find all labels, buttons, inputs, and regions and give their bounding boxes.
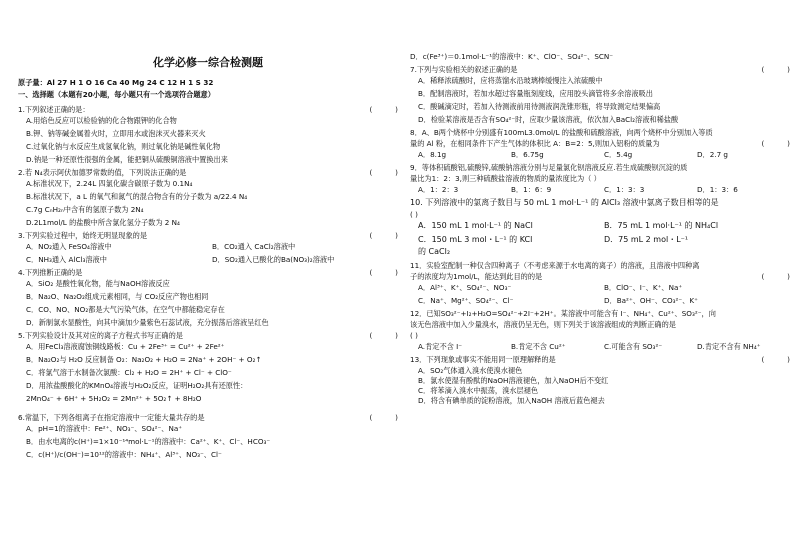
option: C.过氧化钠与水反应生成氢氧化钠，则过氧化钠是碱性氧化物 <box>26 141 221 151</box>
option: A.标准状况下，2.24L 四氯化碳含碳原子数为 0.1N₄ <box>26 178 193 188</box>
question-12 <box>410 309 790 318</box>
option: D．75 mL 2 mol・L⁻¹ <box>604 235 689 244</box>
option: D．SO₂通入已酸化的Ba(NO₃)₂溶液中 <box>212 254 335 264</box>
option: A．SO₂气体通入溴水使溴水褪色 <box>418 366 523 375</box>
option: B．6.75g <box>511 150 544 159</box>
answer-blank: ( ) <box>761 65 790 74</box>
option: D．用浓盐酸酸化的KMnO₄溶液与H₂O₂反应，证明H₂O₂具有还原性： <box>26 380 248 390</box>
option: B.标准状况下，a L 的氧气和氮气的混合物含有的分子数为 a/22.4 N₄ <box>26 191 248 201</box>
option: B．配制溶液时，若加水超过容量瓶刻度线，应用胶头滴管将多余溶液吸出 <box>418 89 653 98</box>
option: D.肯定不含有 NH₄⁺ <box>697 342 761 351</box>
option: A．NO₂通入 FeSO₄溶液中 <box>26 241 112 251</box>
question-2 <box>18 168 398 177</box>
option: B．CO₂通入 CaCl₂溶液中 <box>212 241 296 251</box>
option: A．用FeCl₃溶液腐蚀铜线路板：Cu + 2Fe³⁺ = Cu²⁺ + 2Fe²⁺ <box>26 341 225 351</box>
atomic-masses: 原子量：Al 27 H 1 O 16 Ca 40 Mg 24 C 12 H 1 S 32 <box>18 77 214 87</box>
option: B．Na₂O₂与 H₂O 反应制备 O₂：Na₂O₂ + H₂O = 2Na⁺ + 2OH⁻ + O₂↑ <box>26 354 262 364</box>
option: B．氯水使湿有酚酞的NaOH溶液褪色，加入NaOH后不变红 <box>418 376 609 385</box>
option-row <box>410 296 790 305</box>
option: A．稀释浓硫酸时，应将蒸馏水沿玻璃棒缓慢注入浓硫酸中 <box>418 76 603 85</box>
option: B．75 mL 1 mol·L⁻¹ 的 NH₄Cl <box>604 221 719 230</box>
question-stem: 4.下列推断正确的是 <box>18 267 83 277</box>
option: C．1：3：3 <box>604 185 645 194</box>
question-stem: 5.下列实验设计及其对应的离子方程式书写正确的是 <box>18 330 183 340</box>
option: C．CO、NO、NO₂都是大气污染气体，在空气中都能稳定存在 <box>26 304 225 314</box>
question-stem: 2.若 N₄表示阿伏加德罗常数的值，下列说法正确的是 <box>18 167 187 177</box>
question-8 <box>410 128 790 137</box>
option: C．Na⁺、Mg²⁺、SO₄²⁻、Cl⁻ <box>418 296 514 305</box>
question-13 <box>410 355 790 364</box>
question-11-cont <box>410 272 790 281</box>
question-stem: 10. 下列溶液中的氯离子数目与 50 mL 1 mol·L⁻¹ 的 AlCl₃ 溶液中氯离子数目相等的是 <box>410 198 719 207</box>
option: D．新制氯水显酸性，向其中滴加少量紫色石蕊试液，充分振荡后溶液呈红色 <box>26 317 269 327</box>
option-row <box>410 235 790 245</box>
option: C．将苯滴入溴水中振荡，溴水层褪色 <box>418 386 539 395</box>
option: A．pH=1的溶液中：Fe²⁺、NO₃⁻、SO₄²⁻、Na⁺ <box>26 423 183 433</box>
option: C.可能含有 SO₃²⁻ <box>604 342 663 351</box>
question-stem: 9．等体积硫酸铝,硫酸锌,硫酸钠溶液分别与足量氯化钡溶液反应.若生成硫酸钡沉淀的质 <box>410 163 688 172</box>
option: B．ClO⁻、I⁻、K⁺、Na⁺ <box>604 283 683 292</box>
answer-blank: ( ) <box>369 104 398 114</box>
question-6 <box>18 413 398 422</box>
answer-blank: ( ) <box>410 210 418 219</box>
question-9 <box>410 163 790 172</box>
option: C．NH₃通入 AlCl₃溶液中 <box>26 254 107 264</box>
option: C．将氯气溶于水制备次氯酸：Cl₂ + H₂O = 2H⁺ + Cl⁻ + ClO⁻ <box>26 367 232 377</box>
option: C．5.4g <box>604 150 633 159</box>
question-12-blank <box>410 331 790 340</box>
question-stem: 13．下列现象或事实不能用同一原理解释的是 <box>410 355 556 364</box>
answer-blank: ( ) <box>369 330 398 340</box>
option: C.7g CₙH₂ₙ中含有的氢原子数为 2N₄ <box>26 204 144 214</box>
question-stem: 8．A、B两个烧杯中分别盛有100mL3.0mol/L 的盐酸和硫酸溶液，向两个烧杯中分别加入等质 <box>410 128 713 137</box>
option-row <box>410 283 790 292</box>
question-stem: 7.下列与实验相关的叙述正确的是 <box>410 65 518 74</box>
answer-blank: ( ) <box>410 331 418 340</box>
option: A．1：2：3 <box>418 185 459 194</box>
question-5 <box>18 331 398 340</box>
option: D.2L1mol/L 的盐酸中所含氯化氢分子数为 2 N₄ <box>26 217 180 227</box>
question-12-cont <box>410 320 790 329</box>
option: A.肯定不含 I⁻ <box>418 342 463 351</box>
option: B.钾、钠等碱金属着火时，立即用水或泡沫灭火器来灭火 <box>26 128 206 138</box>
question-4 <box>18 268 398 277</box>
option: A．Al³⁺、K⁺、SO₄²⁻、NO₃⁻ <box>418 283 512 292</box>
question-10-blank <box>410 210 790 219</box>
option: B．1：6：9 <box>511 185 552 194</box>
section-heading: 一、选择题（本题有20小题，每小题只有一个选项符合题意） <box>18 89 215 99</box>
option: C．酸碱滴定时，若加入待测液前用待测液润洗锥形瓶，将导致测定结果偏高 <box>418 102 661 111</box>
page-title: 化学必修一综合检测题 <box>153 56 263 69</box>
question-stem: 3.下列实验过程中，始终无明显现象的是 <box>18 230 148 240</box>
option-row <box>18 255 398 264</box>
option: A.用焰色反应可以检验钠的化合物跟钾的化合物 <box>26 115 177 125</box>
option-row <box>410 221 790 231</box>
question-stem: 11．实验室配制一种仅含四种离子（不考虑来源于水电离的离子）的溶液，且溶液中四种离 <box>410 261 700 270</box>
option-row <box>410 150 790 159</box>
answer-blank: ( ) <box>369 267 398 277</box>
option: D．2.7 g <box>697 150 728 159</box>
option: A．SiO₂ 是酸性氧化物，能与NaOH溶液反应 <box>26 278 170 288</box>
question-7 <box>410 65 790 74</box>
option: D．检验某溶液是否含有SO₄²⁻时，应取少量该溶液，依次加入BaCl₂溶液和稀盐酸 <box>418 115 679 124</box>
option-row <box>410 185 790 194</box>
question-stem: 该无色溶液中加入少量溴水，溶液仍呈无色，则下列关于该溶液组成的判断正确的是 <box>410 320 676 329</box>
answer-blank: ( ) <box>761 355 790 364</box>
question-stem: 量的 Al 粉，在相同条件下产生气体的体积比 A：B=2：5,则加入铝粉的质量为 <box>410 139 660 148</box>
option-row <box>18 242 398 251</box>
answer-blank: ( ) <box>369 167 398 177</box>
left-column <box>18 0 398 463</box>
option: C．c(H⁺)/c(OH⁻)=10¹²的溶液中：NH₄⁺、Al³⁺、NO₃⁻、Cl⁻ <box>26 449 222 459</box>
option: D．1：3：6 <box>697 185 738 194</box>
option: D．Ba²⁺、OH⁻、CO₃²⁻、K⁺ <box>604 296 698 305</box>
question-stem: 1.下列叙述正确的是： <box>18 104 90 114</box>
question-stem: 子的浓度均为1mol/L，能达到此目的的是 <box>410 272 543 281</box>
question-10 <box>410 198 790 208</box>
question-1 <box>18 105 398 114</box>
answer-blank: ( ) <box>761 139 790 148</box>
answer-blank: ( ) <box>761 272 790 281</box>
question-3 <box>18 231 398 240</box>
question-8-cont <box>410 139 790 148</box>
question-9-cont <box>410 174 790 183</box>
option: B．Na₂O、Na₂O₂组成元素相同，与 CO₂反应产物也相同 <box>26 291 209 301</box>
question-stem: 6.常温下，下列各组离子在指定溶液中一定能大量共存的是 <box>18 412 205 422</box>
answer-blank: ( ) <box>369 412 398 422</box>
option-tail: 的 CaCl₂ <box>418 247 451 256</box>
option: B．由水电离的c(H⁺)=1×10⁻¹⁴mol·L⁻¹的溶液中：Ca²⁺、K⁺、Cl⁻、HCO₃⁻ <box>26 436 271 446</box>
option: D.钠是一种还原性很强的金属，能把铜从硫酸铜溶液中置换出来 <box>26 154 228 164</box>
option: A．8.1g <box>418 150 447 159</box>
question-11 <box>410 261 790 270</box>
option: C．150 mL 3 mol・L⁻¹ 的 KCl <box>418 235 533 244</box>
option: B.肯定不含 Cu²⁺ <box>511 342 566 351</box>
question-stem: 12．已知SO₃²⁻+I₂+H₂O=SO₄²⁻+2I⁻+2H⁺。某溶液中可能含有 I⁻、NH₄⁺、Cu²⁺、SO₃²⁻，向 <box>410 309 716 318</box>
answer-blank: ( ) <box>369 230 398 240</box>
right-column <box>410 0 790 406</box>
option: D．c(Fe³⁺)＝0.1mol·L⁻¹的溶液中：K⁺、ClO⁻、SO₄²⁻、SCN⁻ <box>410 52 614 61</box>
question-stem: 量比为1：2：3,则三种硫酸盐溶液的物质的量浓度比为（ ） <box>410 174 601 183</box>
option: 2MnO₄⁻ + 6H⁺ + 5H₂O₂ = 2Mn²⁺ + 5O₂↑ + 8H₂O <box>26 393 202 403</box>
option: D．将含有碘单质的淀粉溶液，加入NaOH 溶液后蓝色褪去 <box>418 396 605 405</box>
option-row <box>410 342 790 351</box>
option: A．150 mL 1 mol·L⁻¹ 的 NaCl <box>418 221 533 230</box>
